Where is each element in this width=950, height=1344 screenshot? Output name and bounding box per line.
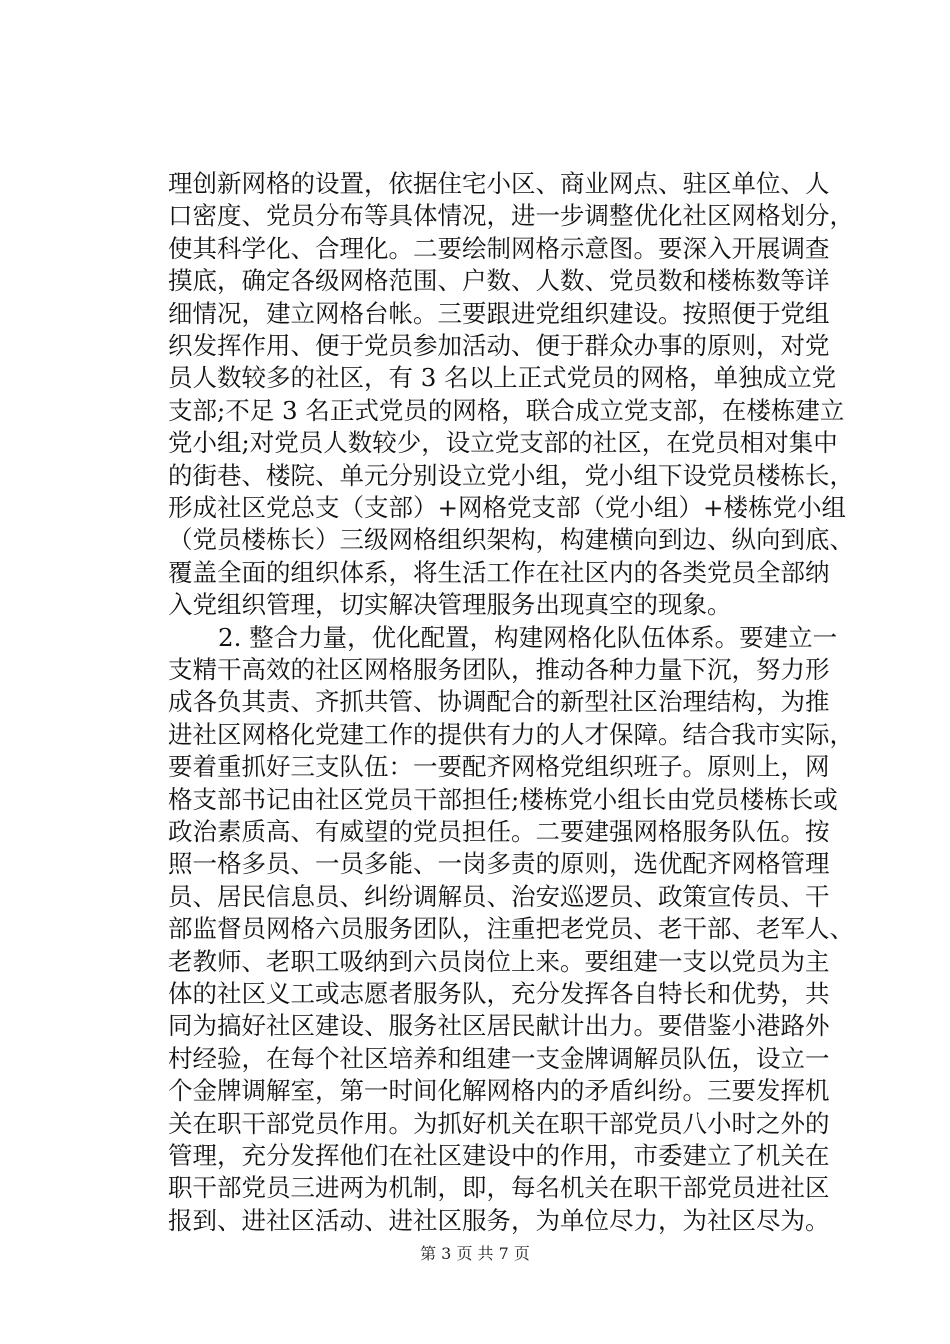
body-text-line: 口密度、党员分布等具体情况，进一步调整优化社区网格划分， — [168, 201, 854, 231]
body-text-line: 员人数较多的社区，有 3 名以上正式党员的网格，单独成立党 — [168, 363, 837, 393]
body-text-line: 部监督员网格六员服务团队，注重把老党员、老干部、老军人、 — [168, 914, 854, 944]
body-text-line: 报到、进社区活动、进社区服务，为单位尽力，为社区尽为。 — [168, 1205, 830, 1235]
body-text-line: 支精干高效的社区网格服务团队，推动各种力量下沉，努力形 — [168, 655, 830, 684]
body-text-line: 政治素质高、有威望的党员担任。二要建强网格服务队伍。按 — [168, 817, 830, 846]
body-text-line: 老教师、老职工吸纳到六员岗位上来。要组建一支以党员为主 — [168, 946, 830, 976]
body-text-line: 职干部党员三进两为机制，即，每名机关在职干部党员进社区 — [168, 1173, 830, 1203]
body-text-line: 覆盖全面的组织体系，将生活工作在社区内的各类党员全部纳 — [168, 557, 830, 587]
paragraph-heading-line: 2. 整合力量，优化配置，构建网格化队伍体系。要建立一 — [218, 622, 838, 652]
body-text-line: 的街巷、楼院、单元分别设立党小组，党小组下设党员楼栋长， — [168, 460, 854, 490]
body-text-line: 使其科学化、合理化。二要绘制网格示意图。要深入开展调查 — [168, 233, 830, 263]
body-text-line: 形成社区党总支（支部）+网格党支部（党小组）+楼栋党小组 — [168, 493, 847, 522]
body-text-line: 支部;不足 3 名正式党员的网格，联合成立党支部，在楼栋建立 — [168, 395, 845, 425]
body-text-line: 入党组织管理，切实解决管理服务出现真空的现象。 — [168, 590, 732, 620]
body-text-line: 员、居民信息员、纠纷调解员、治安巡逻员、政策宣传员、干 — [168, 881, 830, 911]
body-text-line: 管理，充分发挥他们在社区建设中的作用，市委建立了机关在 — [168, 1141, 830, 1170]
body-text-line: 进社区网格化党建工作的提供有力的人才保障。结合我市实际， — [168, 719, 854, 749]
body-text-line: 织发挥作用、便于党员参加活动、便于群众办事的原则，对党 — [168, 331, 830, 360]
body-text-line: 村经验，在每个社区培养和组建一支金牌调解员队伍，设立一 — [168, 1043, 830, 1073]
body-text-line: 关在职干部党员作用。为抓好机关在职干部党员八小时之外的 — [168, 1108, 830, 1138]
body-text-line: （党员楼栋长）三级网格组织架构，构建横向到边、纵向到底、 — [168, 525, 854, 555]
body-text-line: 个金牌调解室，第一时间化解网格内的矛盾纠纷。三要发挥机 — [168, 1076, 830, 1106]
page-number-footer: 第 3 页 共 7 页 — [420, 1244, 530, 1263]
body-text-line: 同为搞好社区建设、服务社区居民献计出力。要借鉴小港路外 — [168, 1011, 830, 1041]
body-text-line: 党小组;对党员人数较少，设立党支部的社区，在党员相对集中 — [168, 428, 838, 458]
body-text-line: 细情况，建立网格台帐。三要跟进党组织建设。按照便于党组 — [168, 298, 830, 328]
body-text-line: 成各负其责、齐抓共管、协调配合的新型社区治理结构，为推 — [168, 687, 830, 717]
body-text-line: 照一格多员、一员多能、一岗多责的原则，选优配齐网格管理 — [168, 849, 830, 879]
body-text-line: 理创新网格的设置，依据住宅小区、商业网点、驻区单位、人 — [168, 169, 830, 198]
body-text-line: 摸底，确定各级网格范围、户数、人数、党员数和楼栋数等详 — [168, 266, 830, 296]
body-text-line: 要着重抓好三支队伍：一要配齐网格党组织班子。原则上，网 — [168, 752, 830, 782]
body-text-line: 格支部书记由社区党员干部担任;楼栋党小组长由党员楼栋长或 — [168, 784, 838, 814]
body-text-line: 体的社区义工或志愿者服务队，充分发挥各自特长和优势，共 — [168, 979, 830, 1008]
